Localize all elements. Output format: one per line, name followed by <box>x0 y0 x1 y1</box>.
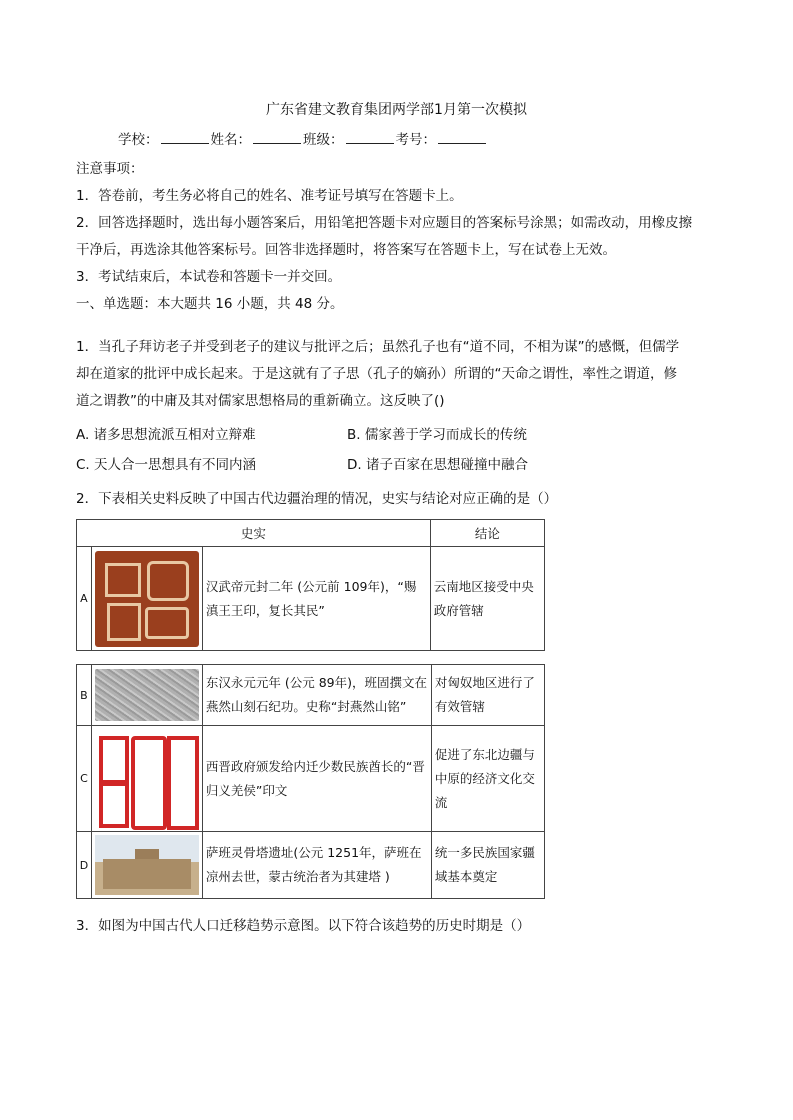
school-blank[interactable] <box>161 131 209 144</box>
q1-option-c[interactable]: C. 天人合一思想具有不同内涵 <box>76 457 257 473</box>
table-row <box>77 726 545 832</box>
row-d-fact: 萨班灵骨塔遗址(公元 1251年，萨班在凉州去世，蒙古统治者为其建塔 ) <box>202 832 431 899</box>
table-row <box>77 665 545 726</box>
row-c-image-cell <box>91 726 202 832</box>
row-a-label: A <box>77 547 92 651</box>
q1-line-3: 道之谓教”的中庸及其对儒家思想格局的重新确立。这反映了() <box>76 393 445 409</box>
row-d-label: D <box>77 832 92 899</box>
sakya-pagoda-image <box>95 835 199 895</box>
class-label: 班级： <box>303 132 344 148</box>
row-c-label: C <box>77 726 92 832</box>
table-row <box>77 547 545 651</box>
row-b-conclusion: 对匈奴地区进行了有效管辖 <box>431 665 544 726</box>
q1-line-1: 1．当孔子拜访老子并受到老子的建议与批评之后；虽然孔子也有“道不同，不相为谋”的感慨，但儒学 <box>76 339 680 355</box>
header-fact: 史实 <box>77 520 431 547</box>
q1-option-b[interactable]: B. 儒家善于学习而成长的传统 <box>347 427 527 443</box>
notice-item-1: 1．答卷前，考生务必将自己的姓名、准考证号填写在答题卡上。 <box>76 188 463 204</box>
school-label: 学校： <box>118 132 159 148</box>
row-b-label: B <box>77 665 92 726</box>
class-blank[interactable] <box>346 131 394 144</box>
notice-item-2-cont: 干净后，再选涂其他答案标号。回答非选择题时，将答案写在答题卡上，写在试卷上无效。 <box>76 242 616 258</box>
jin-seal-image <box>95 730 199 828</box>
section-heading: 一、单选题：本大题共 16 小题，共 48 分。 <box>76 296 344 312</box>
student-info-line <box>118 130 488 150</box>
row-a-image-cell <box>91 547 202 651</box>
q1-option-a[interactable]: A. 诸多思想流派互相对立辩难 <box>76 427 256 443</box>
notice-heading: 注意事项： <box>76 161 144 177</box>
q1-line-2: 却在道家的批评中成长起来。于是这就有了子思（孔子的嫡孙）所谓的“天命之谓性，率性之谓道，修 <box>76 366 677 382</box>
header-conclusion: 结论 <box>430 520 544 547</box>
row-b-image-cell <box>91 665 202 726</box>
notice-item-3: 3．考试结束后，本试卷和答题卡一并交回。 <box>76 269 342 285</box>
name-label: 姓名： <box>210 132 251 148</box>
history-table-part-2 <box>76 664 545 899</box>
yanran-stele-image <box>95 669 199 721</box>
exam-title: 广东省建文教育集团两学部1月第一次模拟 <box>266 102 527 118</box>
notice-item-2: 2．回答选择题时，选出每小题答案后，用铅笔把答题卡对应题目的答案标号涂黑；如需改动，用橡皮擦 <box>76 215 693 231</box>
exam-number-label: 考号： <box>395 132 436 148</box>
row-c-fact: 西晋政府颁发给内迁少数民族酋长的“晋归义羌侯”印文 <box>202 726 431 832</box>
row-b-fact: 东汉永元元年 (公元 89年)，班固撰文在燕然山刻石纪功。史称“封燕然山铭” <box>202 665 431 726</box>
row-c-conclusion: 促进了东北边疆与中原的经济文化交流 <box>431 726 544 832</box>
row-d-image-cell <box>91 832 202 899</box>
q3-stem: 3．如图为中国古代人口迁移趋势示意图。以下符合该趋势的历史时期是（） <box>76 918 531 934</box>
row-d-conclusion: 统一多民族国家疆域基本奠定 <box>431 832 544 899</box>
seal-dian-king-image <box>95 551 199 647</box>
history-table-part-1 <box>76 519 545 651</box>
q1-option-d[interactable]: D. 诸子百家在思想碰撞中融合 <box>347 457 528 473</box>
table-header-row <box>77 520 545 547</box>
name-blank[interactable] <box>253 131 301 144</box>
row-a-fact: 汉武帝元封二年 (公元前 109年)，“赐滇王王印，复长其民” <box>202 547 430 651</box>
row-a-conclusion: 云南地区接受中央政府管辖 <box>430 547 544 651</box>
table-row <box>77 832 545 899</box>
exam-number-blank[interactable] <box>438 131 486 144</box>
q2-stem: 2．下表相关史料反映了中国古代边疆治理的情况，史实与结论对应正确的是（） <box>76 491 558 507</box>
